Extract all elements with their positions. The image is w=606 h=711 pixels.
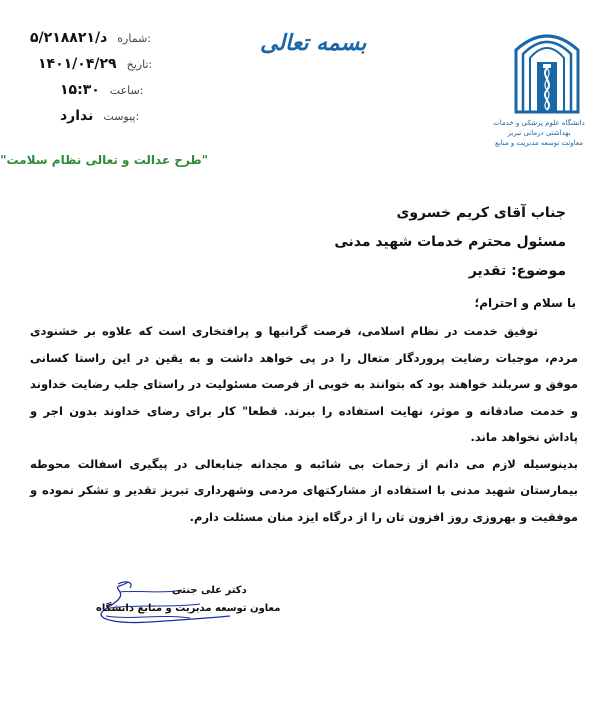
body-paragraph: توفیق خدمت در نظام اسلامی، فرصت گرانبها و پرافتخاری است که علاوه بر خشنودی مردم، موجبات رضایت پروردگار متعال را در پی خواهد داشت و به یقین در این راستا کسانی موفق و سربلند خواهند بود که بتوانند به خوبی از فرصت مسئولیت در راستای جلب رضایت خداوند و خدمت صادقانه و موثر، نهایت استفاده را ببرند. قطعا" کار برای رضای خداوند بدون اجر و پاداش نخواهد ماند. <box>30 324 578 444</box>
university-sub-line: معاونت توسعه مدیریت و منابع <box>494 139 584 147</box>
letter-date <box>38 56 152 72</box>
university-name-line: دانشگاه علوم پزشکی و خدمات بهداشتی درمانی تبریز <box>493 119 585 137</box>
basmala-heading: بسمه تعالی <box>260 30 367 56</box>
letter-attachment <box>60 108 139 124</box>
signatory-name: دکتر علی جنتی <box>172 585 247 596</box>
letter-subject: موضوع: تقدیر <box>468 263 566 279</box>
recipient-name: جناب آقای کریم خسروی <box>396 205 566 221</box>
letter-date-label: تاریخ: <box>126 58 153 71</box>
body-paragraph: بدینوسیله لازم می دانم از زحمات بی شائبه و مجدانه جنابعالی در پیگیری اسفالت محوطه بیمارستان شهید مدنی با استفاده از مشارکتهای مردمی وشهرداری تبریز تقدیر و تشکر نموده و موفقیت و بهروزی روز افزون تان را از درگاه ایزد منان مسئلت دارم. <box>30 456 578 524</box>
letter-attachment-label: پیوست: <box>103 110 140 123</box>
letter-number-value: ۵/د/۲۱۸۸۲۱ <box>30 30 108 46</box>
slogan: "طرح عدالت و تعالی نظام سلامت" <box>0 153 208 167</box>
letter-time-label: ساعت: <box>109 84 144 97</box>
letter-attachment-value: ندارد <box>60 108 94 124</box>
letter-date-value: ۱۴۰۱/۰۴/۲۹ <box>38 56 117 72</box>
recipient-title: مسئول محترم خدمات شهید مدنی <box>334 234 566 250</box>
university-name <box>484 118 594 148</box>
letter-number-label: شماره: <box>117 32 151 45</box>
signatory-title: معاون توسعه مدیریت و منابع دانشگاه <box>96 603 281 614</box>
letter-time-value: ۱۵:۳۰ <box>60 82 100 98</box>
university-logo <box>512 20 582 115</box>
letter-number <box>30 30 151 46</box>
letter-time <box>60 82 143 98</box>
letter-body <box>30 318 578 530</box>
greeting: با سلام و احترام؛ <box>474 296 576 310</box>
